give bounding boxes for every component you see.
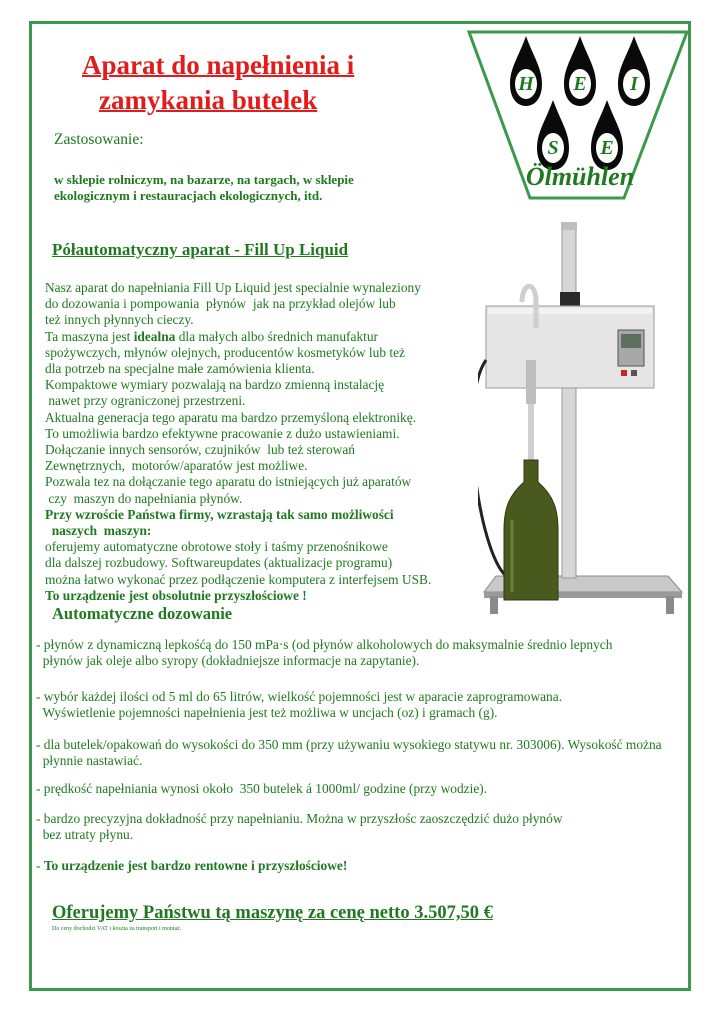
text-line-bold: Przy wzroście Państwa firmy, wzrastają tak samo możliwości [45,506,394,522]
section-heading-fill-up: Półautomatyczny aparat - Fill Up Liquid [52,240,349,259]
text-fragment: dla małych albo średnich manufaktur [175,328,379,344]
text-line: Kompaktowe wymiary pozwalają na bardzo zmienną instalację [45,377,385,393]
text-line: - dla butelek/opakowań do wysokości do 350 mm (przy używaniu wysokiego statywu nr. 303006). Wysokość można [36,737,662,752]
text-fragment: - [36,858,44,873]
logo-letter-e1: E [573,73,587,95]
title-line-1: Aparat do napełnienia i [82,50,355,80]
logo-letter-h: H [518,73,534,95]
text-line: - wybór każdej ilości od 5 ml do 65 litrów, wielkość pojemności jest w aparacie zaprogramowana. [36,689,563,704]
logo-letter-e2: E [600,137,614,159]
text-line: dla dalszej rozbudowy. Softwareupdates (aktualizacje programu) [45,555,393,571]
text-line: oferujemy automatyczne obrotowe stoły i taśmy przenośnikowe [45,539,388,555]
fill-up-description [45,280,431,604]
dosing-item [36,811,563,843]
usage-text [54,172,354,204]
usage-line: w sklepie rolniczym, na bazarze, na targach, w sklepie [54,172,354,187]
text-line-bold: To urządzenie jest obsolutnie przyszłościowe ! [45,587,307,603]
text-line-bold: naszych maszyn: [45,523,152,539]
text-line: - prędkość napełniania wynosi około 350 butelek á 1000ml/ godzine (przy wodzie). [36,781,488,796]
text-line: bez utraty płynu. [36,827,134,843]
price-offer: Oferujemy Państwu tą maszynę za cenę netto 3.507,50 € [52,903,493,923]
price-note: Do ceny dochodzi VAT i koszta za transport i montaż. [52,926,182,932]
text-line: - płynów z dynamiczną lepkośćą do 150 mPa·s (od płynów alkoholowych do maksymalnie średnio lepnych [36,637,613,652]
text-line: Dołączanie innych sensorów, czujników lub też sterowań [45,442,355,458]
heise-oelmuehlen-logo [466,22,690,200]
text-line: nawet przy ograniczonej przestrzeni. [45,393,246,409]
text-line: do dozowania i pompowania płynów jak na przykład olejów lub [45,296,396,312]
text-line: dla potrzeb na specjalne małe zamówienia klienta. [45,361,315,377]
text-fragment: Ta maszyna jest [45,328,134,344]
fill-up-liquid-device-image [478,220,684,618]
logo-drops [510,36,650,170]
text-line: można łatwo wykonać przez podłączenie komputera z interfejsem USB. [45,571,432,587]
usage-heading: Zastosowanie: [54,131,144,148]
text-line: płynnie nastawiać. [36,753,143,769]
text-line: - bardzo precyzyjna dokładność przy napełnianiu. Można w przyszłośc zaoszczędzić dużo płynów [36,811,563,826]
emphasis-idealna: idealna [133,328,176,344]
dosing-item [36,637,612,669]
emphasis-final: To urządzenie jest bardzo rentowne i przyszłościowe! [43,858,348,873]
logo-letter-s: S [547,137,559,159]
logo-brand-text: Ölmühlen [525,162,635,191]
text-line: spożywczych, młynów olejnych, producentów kosmetyków lub też [45,344,405,360]
text-line [36,858,347,874]
text-line: Pozwala tez na dołączanie tego aparatu do istniejących już aparatów [45,474,412,490]
text-line [45,329,431,345]
dosing-final [36,858,347,874]
section-heading-auto-dosing: Automatyczne dozowanie [52,604,233,623]
text-line: Wyświetlenie pojemności napełnienia jest też możliwa w uncjach (oz) i gramach (g). [36,705,498,721]
dosing-item [36,689,562,721]
dosing-item [36,781,487,797]
logo-letter-i: I [630,73,638,95]
dosing-item [36,737,662,769]
text-line: też innych płynnych cieczy. [45,312,194,328]
text-line: Nasz aparat do napełniania Fill Up Liquid jest specialnie wynaleziony [45,280,421,295]
text-line: Zewnętrznych, motorów/aparatów jest możliwe. [45,458,308,474]
text-line: płynów jak oleje albo syropy (dokładniejsze informacje na zapytanie). [36,653,420,669]
title-line-2: zamykania butelek [99,85,318,115]
page-title [82,48,354,118]
text-line: czy maszyn do napełniania płynów. [45,490,243,506]
text-line: Aktualna generacja tego aparatu ma bardzo przemyśloną elektronikę. [45,409,417,425]
text-line: To umożliwia bardzo efektywne pracowanie z dużo ustawieniami. [45,425,400,441]
usage-line: ekologicznym i restauracjach ekologicznych, itd. [54,188,323,204]
